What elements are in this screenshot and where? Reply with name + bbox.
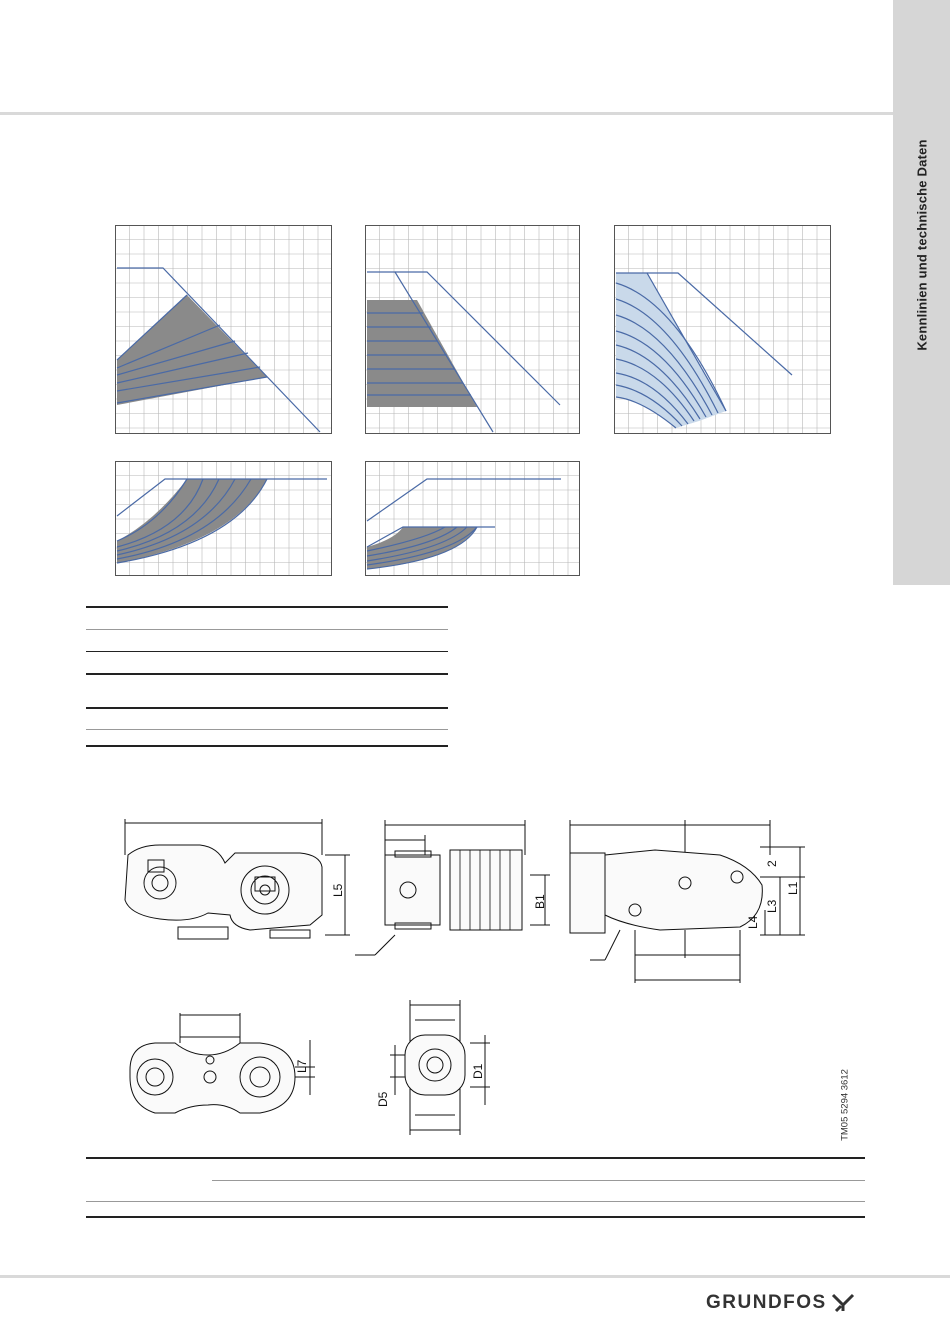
chart-proportional-pressure	[115, 225, 333, 435]
chart-power-constant	[365, 461, 581, 577]
max-curve-line	[367, 479, 561, 521]
dimension-label: L7	[295, 1059, 309, 1073]
section-side-tab[interactable]	[893, 0, 950, 585]
dimension-label: L5	[331, 883, 345, 897]
footer-rule	[0, 1275, 950, 1278]
dimension-label: D1	[471, 1063, 485, 1079]
brand-logo	[706, 1292, 855, 1314]
table-row-rule	[86, 629, 448, 630]
operating-range-area	[117, 479, 267, 563]
dimension-label: B1	[533, 894, 547, 909]
brand-wordmark: GRUNDFOS	[706, 1292, 827, 1313]
dims-table-top-rule	[86, 1157, 865, 1159]
dimension-label: D5	[376, 1091, 390, 1107]
operating-range-area	[117, 295, 267, 405]
dimension-label: L4	[746, 915, 760, 929]
chart-power-proportional	[115, 461, 333, 577]
table-row-rule	[86, 673, 448, 675]
table-top-rule	[86, 606, 448, 608]
chart-constant-curve	[614, 225, 832, 435]
dims-table-header-rule	[212, 1180, 865, 1181]
header-rule	[0, 112, 893, 115]
chart-grid	[115, 225, 332, 434]
dimension-label: L1	[786, 881, 800, 895]
pump-dimension-drawing	[100, 815, 880, 1150]
dims-table-bottom-rule	[86, 1216, 865, 1218]
table-row-rule	[86, 651, 448, 652]
table-bottom-rule	[86, 745, 448, 747]
drawing-code: TM05 5294 3612	[839, 1069, 851, 1141]
dimension-label: 2	[765, 860, 779, 867]
dimension-label: L3	[765, 899, 779, 913]
dims-table-row-rule	[86, 1201, 865, 1202]
grundfos-x-icon	[831, 1293, 855, 1313]
section-side-tab-label: Kennlinien und technische Daten	[914, 139, 929, 351]
chart-constant-pressure	[365, 225, 581, 435]
table-row-rule	[86, 707, 448, 709]
table-row-rule	[86, 729, 448, 730]
